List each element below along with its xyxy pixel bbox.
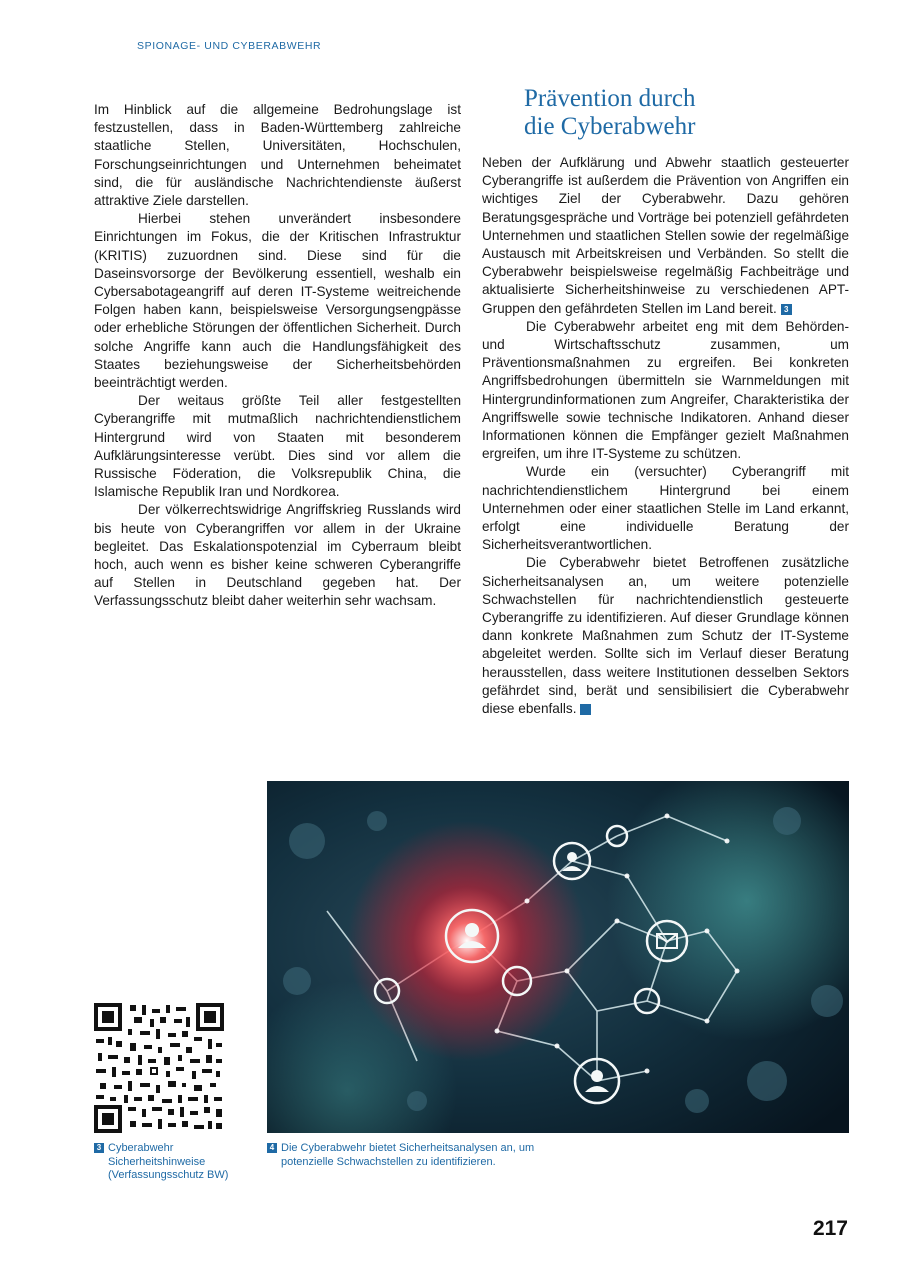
page-number: 217 <box>812 1217 848 1240</box>
paragraph: Der völkerrechtswidrige Angriffskrieg Russlands wird bis heute von Cyberangriffen vor allem in der Ukraine begleitet. Das Eskalationspotenzial im Cyberraum bleibt hoch, auch wenn es bisher keine schweren Cyberangriffe auf Stellen in Deutschland gegeben hat. Der Verfassungsschutz bleibt daher weiterhin sehr wachsam. <box>94 502 461 609</box>
figure-reference-badge[interactable]: 4 <box>580 704 591 715</box>
image-caption <box>267 1142 597 1169</box>
right-text-column <box>482 154 849 718</box>
paragraph: Die Cyberabwehr arbeitet eng mit dem Behörden- und Wirtschaftsschutz zusammen, um Präventionsmaßnahmen zu ergreifen. Bei konkreten Angriffsbedrohungen übermitteln sie Warnmeldungen mit Hintergrundinformationen zum Angreifer, Charakteristika der Angriffswelle sowie technische Indikatoren. Anhand dieser Informationen können die Empfänger gezielt Maßnahmen ergreifen, um ihre IT-Systeme zu schützen. <box>482 318 849 462</box>
paragraph-text: Neben der Aufklärung und Abwehr staatlich gesteuerter Cyberangriffe ist außerdem die Prävention von Angriffen ein wichtiges Ziel der Cyberabwehr. Dazu gehören Beratungsgespräche und Vorträge bei potenziell gefährdeten Unternehmen und staatlichen Stellen sowie der regelmäßige Austausch mit Arbeitskreisen und Verbänden. So stellt die Cyberabwehr beispielsweise regelmäßig Fachbeiträge und aktualisierte Sicherheitshinweise zu verschiedenen APT-Gruppen den gefährdeten Stellen im Land bereit. <box>482 155 849 316</box>
paragraph: Wurde ein (versuchter) Cyberangriff mit nachrichtendienstlichem Hintergrund bei einem Unternehmen oder einer staatlichen Stelle im Land erkannt, erfolgt eine individuelle Beratung der Sicherheitsverantwortlichen. <box>482 464 849 553</box>
running-header: SPIONAGE- UND CYBERABWEHR <box>137 40 322 52</box>
figure-reference-badge[interactable]: 3 <box>781 304 792 315</box>
paragraph: Hierbei stehen unverändert insbesondere Einrichtungen im Fokus, die der Kritischen Infrastruktur (KRITIS) zuzuordnen sind. Diese sind für die Daseinsvorsorge der Bevölkerung essentiell, weshalb ein Cybersabotageangriff auf deren IT-Systeme weitreichende Folgen haben kann, beispielsweise Versorgungsengpässe oder erhebliche Störungen der öffentlichen Sicherheit. Durch solche Angriffe kann auch die Handlungsfähigkeit des Staates beziehungsweise der Sicherheitsbehörden beeinträchtigt werden. <box>94 211 461 391</box>
paragraph-text: Die Cyberabwehr bietet Betroffenen zusätzliche Sicherheitsanalysen an, um weitere potenzielle Schwachstellen für nachrichtendienstlich gesteuerte Cyberangriffe zu identifizieren. Auf dieser Grundlage können dann konkrete Maßnahmen zum Schutz der IT-Systeme abgeleitet werden. Sollte sich im Verlauf dieser Beratung herausstellen, dass weitere Institutionen desselben Sektors gefährdet sind, berät und sensibilisiert die Cyberabwehr diese ebenfalls. <box>482 555 849 717</box>
section-title-line: die Cyberabwehr <box>524 113 696 140</box>
network-people-illustration <box>267 781 849 1133</box>
qr-code[interactable] <box>94 1003 224 1133</box>
paragraph: Im Hinblick auf die allgemeine Bedrohungslage ist festzustellen, dass in Baden-Württemberg zahlreiche staatliche Stellen, Universitäten, Hochschulen, Forschungseinrichtungen und Unternehmen beheimatet sind, die für ausländische Nachrichtendienste äußerst attraktive Ziele darstellen. <box>94 102 461 209</box>
caption-text: Cyberabwehr Sicherheitshinweise (Verfassungsschutz BW) <box>108 1142 229 1182</box>
caption-text: Die Cyberabwehr bietet Sicherheitsanalysen an, um potenzielle Schwachstellen zu identifizieren. <box>281 1142 535 1168</box>
left-text-column <box>94 101 461 611</box>
caption-number-badge: 4 <box>267 1143 277 1153</box>
section-title <box>524 85 844 141</box>
paragraph: Der weitaus größte Teil aller festgestellten Cyberangriffe mit mutmaßlich nachrichtendienstlichem Hintergrund wird von Staaten mit besonderem Aufklärungsinteresse verübt. Dies sind vor allem die Russische Föderation, die Volksrepublik China, die Islamische Republik Iran und Nordkorea. <box>94 393 461 500</box>
caption-number-badge: 3 <box>94 1143 104 1153</box>
section-title-line: Prävention durch <box>524 85 696 112</box>
qr-caption <box>94 1142 264 1183</box>
paragraph <box>482 554 849 718</box>
paragraph <box>482 154 849 318</box>
